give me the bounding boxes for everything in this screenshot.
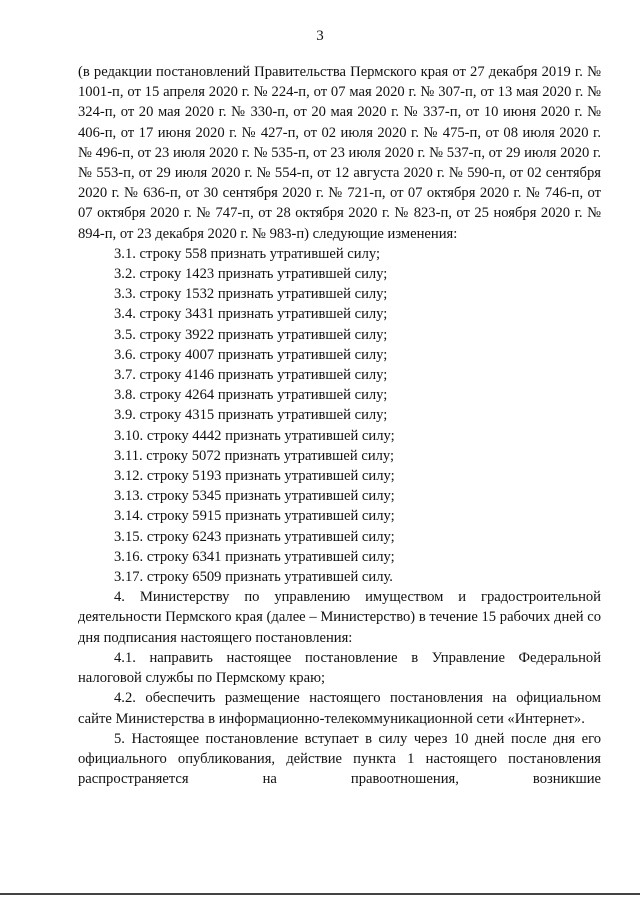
list-item: 3.12. строку 5193 признать утратившей силу;: [114, 468, 395, 485]
list-item: 3.16. строку 6341 признать утратившей силу;: [114, 548, 395, 565]
list-item: 3.9. строку 4315 признать утратившей силу;: [114, 407, 388, 424]
list-item: 3.15. строку 6243 признать утратившей силу;: [114, 528, 395, 545]
list-item: 3.8. строку 4264 признать утратившей силу;: [114, 387, 388, 404]
page-bottom-divider: [0, 893, 640, 895]
amendment-list: [78, 244, 601, 587]
paragraph-4: 4. Министерству по управлению имуществом и градостроительной деятельности Пермского края (далее – Министерство) в течение 15 рабочих дней со дня подписания настоящего постановления:: [78, 589, 601, 646]
list-item: 3.10. строку 4442 признать утратившей силу;: [114, 427, 395, 444]
document-body: [78, 62, 601, 789]
list-item: 3.2. строку 1423 признать утратившей силу;: [114, 266, 388, 283]
list-item: 3.6. строку 4007 признать утратившей силу;: [114, 346, 388, 363]
list-item: 3.11. строку 5072 признать утратившей силу;: [114, 447, 395, 464]
list-item: 3.13. строку 5345 признать утратившей силу;: [114, 488, 395, 505]
list-item: 3.5. строку 3922 признать утратившей силу;: [114, 326, 388, 343]
paragraph-4-1: 4.1. направить настоящее постановление в Управление Федеральной налоговой службы по Пермскому краю;: [78, 649, 601, 687]
paragraph-4-2: 4.2. обеспечить размещение настоящего постановления на официальном сайте Министерства в информационно-телекоммуникационной сети «Интернет».: [78, 690, 601, 727]
list-item: 3.4. строку 3431 признать утратившей силу;: [114, 306, 388, 323]
paragraph-5: 5. Настоящее постановление вступает в силу через 10 дней после дня его официального опубликования, действие пункта 1 настоящего постановления распространяется на правоотношения, возникшие: [78, 730, 601, 788]
list-item: 3.14. строку 5915 признать утратившей силу;: [114, 508, 395, 525]
list-item: 3.7. строку 4146 признать утратившей силу;: [114, 367, 388, 384]
page-number: 3: [316, 28, 324, 44]
intro-paragraph: (в редакции постановлений Правительства Пермского края от 27 декабря 2019 г. № 1001-п, от 15 апреля 2020 г. № 224-п, от 07 мая 2020 г. № 307-п, от 13 мая 2020 г. № 324-п, от 20 мая 2020 г. № 330-п, от 20 мая 2020 г. № 337-п, от 10 июня 2020 г. № 406-п, от 17 июня 2020 г. № 427-п, от 02 июля 2020 г. № 475-п, от 08 июля 2020 г. № 496-п, от 23 июля 2020 г. № 535-п, от 23 июля 2020 г. № 537-п, от 29 июля 2020 г. № 553-п, от 29 июля 2020 г. № 554-п, от 12 августа 2020 г. № 590-п, от 02 сентября 2020 г. № 636-п, от 30 сентября 2020 г. № 721-п, от 07 октября 2020 г. № 746-п, от 07 октября 2020 г. № 747-п, от 28 октября 2020 г. № 823-п, от 25 ноября 2020 г. № 894-п, от 23 декабря 2020 г. № 983-п) следующие изменения:: [78, 64, 601, 242]
list-item: 3.17. строку 6509 признать утратившей силу.: [114, 569, 393, 586]
list-item: 3.1. строку 558 признать утратившей силу;: [114, 245, 381, 262]
list-item: 3.3. строку 1532 признать утратившей силу;: [114, 286, 388, 303]
